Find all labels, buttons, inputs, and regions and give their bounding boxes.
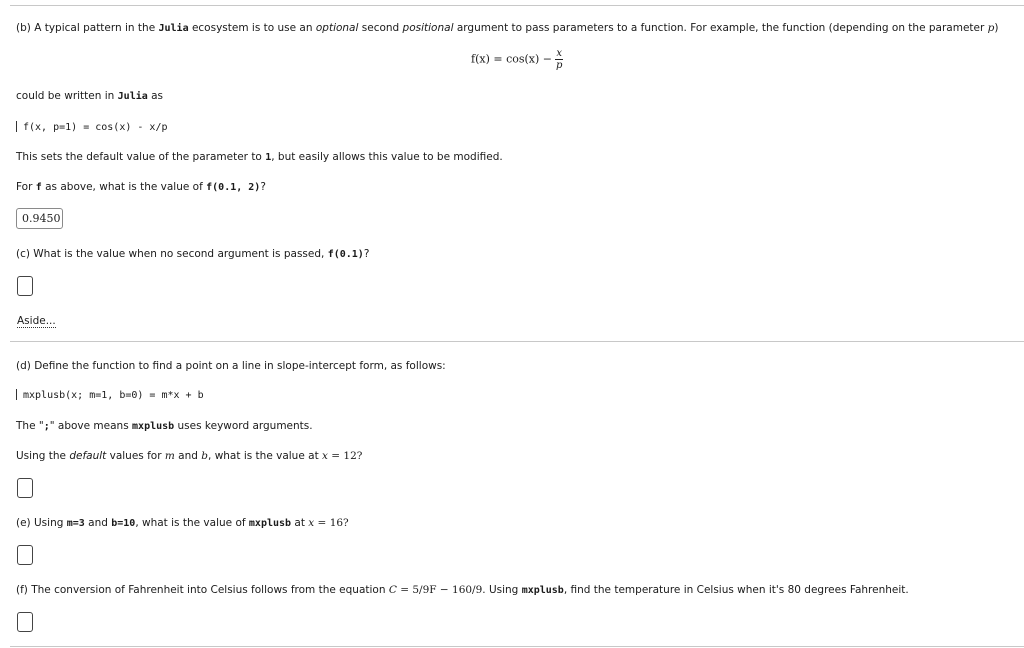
param-p: p (987, 22, 995, 34)
fn-f: f (35, 182, 42, 193)
text: , but easily allows this value to be modified. (271, 151, 503, 163)
text: (c) What is the value when no second argument is passed, (16, 248, 328, 260)
text: values for (106, 450, 165, 462)
code-block-f (16, 121, 168, 133)
question-c (16, 248, 369, 260)
fn-name: mxplusb (248, 518, 292, 529)
question-f (16, 584, 909, 596)
code-line: mxplusb(x; m=1, b=0) = m*x + b (23, 390, 204, 401)
answer-c-input[interactable] (17, 276, 33, 296)
julia-name: Julia (158, 23, 189, 34)
value-one: 1 (265, 152, 272, 163)
m-value: m=3 (66, 518, 85, 529)
var-x: x (322, 450, 328, 462)
question-d (16, 450, 362, 462)
intro-text: ecosystem is to use an (188, 22, 316, 34)
var-b: b (201, 450, 209, 462)
code-block-mxplusb (16, 389, 204, 401)
text: at (291, 517, 309, 529)
var-m: m (164, 450, 175, 462)
semicolon: ; (43, 421, 50, 432)
fn-call: f(0.1) (327, 249, 364, 260)
question-e (16, 517, 349, 529)
part-b-intro (16, 22, 999, 34)
text: Using the (16, 450, 70, 462)
question-d-intro: (d) Define the function to find a point on a line in slope-intercept form, as follows: (16, 360, 446, 372)
aside-toggle[interactable]: Aside... (17, 315, 56, 327)
formula-display (471, 48, 563, 71)
text: . Using (482, 584, 522, 596)
text: as above, what is the value of (41, 181, 207, 193)
text: , what is the value of (135, 517, 249, 529)
text: could be written in (16, 90, 118, 102)
optional-word: optional (315, 22, 359, 34)
text: , what is the value at (208, 450, 323, 462)
code-line: f(x, p=1) = cos(x) - x/p (23, 122, 168, 133)
fn-name: mxplusb (521, 585, 564, 596)
text: and (174, 450, 202, 462)
intro-text: ) (994, 22, 999, 34)
text: (e) Using (16, 517, 67, 529)
formula-lhs: f(x) = cos(x) − (471, 52, 552, 66)
text: = 12? (327, 450, 363, 462)
text: , find the temperature in Celsius when it's 80 degrees Fahrenheit. (563, 584, 909, 596)
section-divider (10, 341, 1024, 342)
text: The " (16, 420, 44, 432)
var-c: C (388, 584, 397, 596)
text: and (84, 517, 112, 529)
answer-b-input[interactable]: 0.9450 (16, 208, 63, 229)
question-b (16, 181, 266, 193)
fn-call: f(0.1, 2) (206, 182, 261, 193)
bottom-divider (10, 646, 1024, 647)
fraction-numerator: x (556, 48, 562, 59)
text: This sets the default value of the parameter to (16, 151, 266, 163)
code-bar (16, 121, 17, 132)
text: as (147, 90, 164, 102)
text: (f) The conversion of Fahrenheit into Celsius follows from the equation (16, 584, 389, 596)
default-word: default (69, 450, 107, 462)
code-bar (16, 389, 17, 400)
positional-word: positional (402, 22, 454, 34)
julia-name: Julia (117, 91, 148, 102)
keyword-note (16, 420, 313, 432)
text: uses keyword arguments. (174, 420, 313, 432)
var-x: x (308, 517, 315, 529)
answer-d-input[interactable] (17, 478, 33, 498)
text: For (16, 181, 36, 193)
text: ? (363, 248, 370, 260)
default-value-text (16, 151, 503, 163)
answer-f-input[interactable] (17, 612, 33, 632)
text: " above means (49, 420, 133, 432)
equation: = 5/9F − 160/9 (396, 584, 483, 596)
intro-text: (b) A typical pattern in the (16, 22, 159, 34)
fn-name: mxplusb (132, 421, 175, 432)
b-value: b=10 (111, 518, 136, 529)
formula-fraction (555, 48, 563, 71)
top-divider (10, 5, 1024, 6)
written-in-text (16, 90, 163, 102)
text: ? (260, 181, 266, 193)
intro-text: second (358, 22, 403, 34)
text: = 16? (314, 517, 349, 529)
answer-e-input[interactable] (17, 545, 33, 565)
intro-text: argument to pass parameters to a function. For example, the function (depending on the parameter (453, 22, 988, 34)
fraction-denominator: p (555, 60, 563, 71)
